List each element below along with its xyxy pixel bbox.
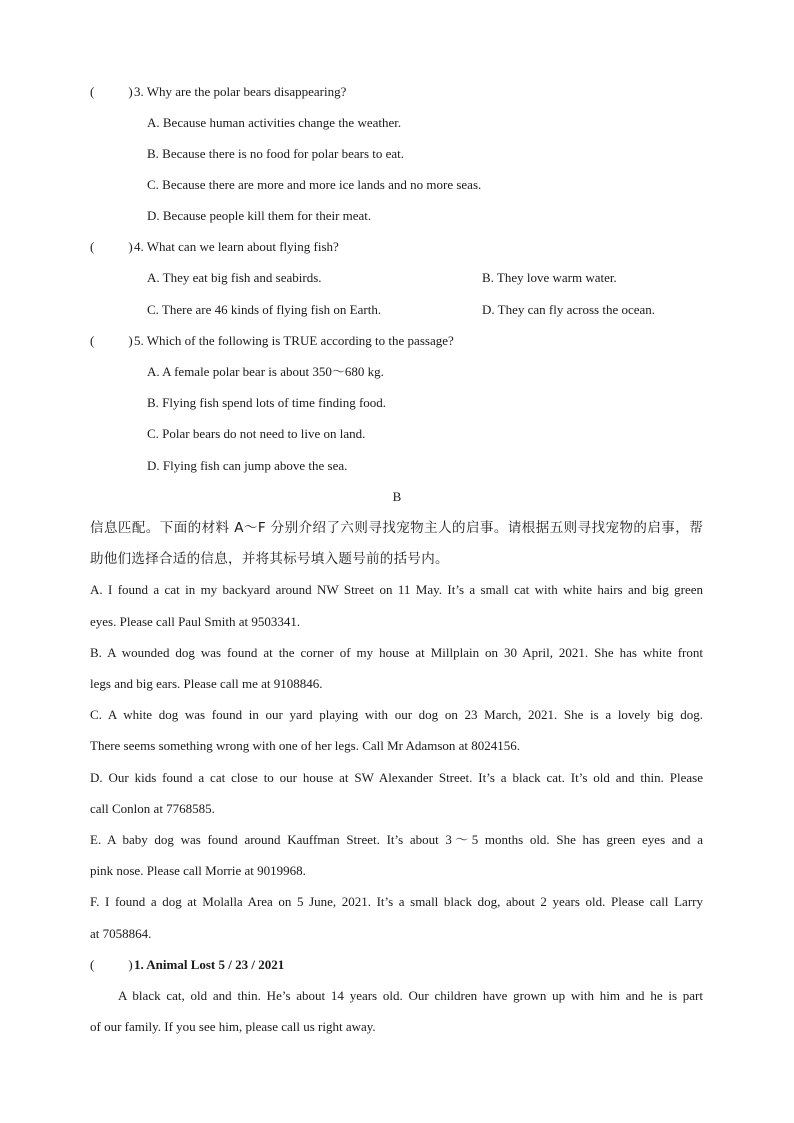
- notice-f-line-2: at 7058864.: [90, 926, 152, 941]
- question-stem: 3. Why are the polar bears disappearing?: [134, 84, 347, 99]
- option-a: A. A female polar bear is about 350～680 kg.: [147, 364, 384, 379]
- notice-e-line-1: E. A baby dog was found around Kauffman Street. It’s about 3～5 months old. She has green eyes and a: [90, 832, 703, 847]
- question-title: 1. Animal Lost 5 / 23 / 2021: [134, 957, 285, 972]
- notice-b-line-2: legs and big ears. Please call me at 9108846.: [90, 676, 323, 691]
- question-1: [90, 955, 284, 975]
- notice-b-line-1: B. A wounded dog was found at the corner of my house at Millplain on 30 April, 2021. She has white front: [90, 645, 703, 660]
- question-body-line-2: of our family. If you see him, please call us right away.: [90, 1019, 376, 1034]
- instructions-line-1: 信息匹配。下面的材料 A～F 分别介绍了六则寻找宠物主人的启事。请根据五则寻找宠物的启事，帮: [90, 520, 703, 536]
- instructions-line-2: 助他们选择合适的信息，并将其标号填入题号前的括号内。: [90, 551, 449, 567]
- question-3: [90, 82, 346, 102]
- option-c: C. There are 46 kinds of flying fish on Earth.: [147, 302, 382, 317]
- notice-a-line-1: A. I found a cat in my backyard around NW Street on 11 May. It’s a small cat with white hairs and big green: [90, 582, 703, 597]
- answer-bracket[interactable]: ( ): [90, 957, 133, 972]
- question-body-line-1: A black cat, old and thin. He’s about 14 years old. Our children have grown up with him and he is part: [118, 988, 703, 1003]
- answer-bracket[interactable]: ( ): [90, 84, 133, 99]
- option-d: D. They can fly across the ocean.: [482, 302, 656, 317]
- notice-d-line-2: call Conlon at 7768585.: [90, 801, 215, 816]
- section-heading: B: [392, 489, 402, 504]
- option-d: D. Flying fish can jump above the sea.: [147, 458, 348, 473]
- option-a: A. They eat big fish and seabirds.: [147, 270, 322, 285]
- notice-c-line-2: There seems something wrong with one of her legs. Call Mr Adamson at 8024156.: [90, 738, 521, 753]
- notice-c-line-1: C. A white dog was found in our yard playing with our dog on 23 March, 2021. She is a lovely big dog.: [90, 707, 703, 722]
- question-5: [90, 331, 454, 351]
- question-stem: 4. What can we learn about flying fish?: [134, 239, 339, 254]
- notice-f-line-1: F. I found a dog at Molalla Area on 5 June, 2021. It’s a small black dog, about 2 years old. Please call Larry: [90, 894, 703, 909]
- question-stem: 5. Which of the following is TRUE according to the passage?: [134, 333, 454, 348]
- option-c: C. Because there are more and more ice lands and no more seas.: [147, 177, 482, 192]
- notice-d-line-1: D. Our kids found a cat close to our house at SW Alexander Street. It’s a black cat. It’s old and thin. Please: [90, 770, 703, 785]
- option-b: B. They love warm water.: [482, 270, 617, 285]
- answer-bracket[interactable]: ( ): [90, 239, 133, 254]
- answer-bracket[interactable]: ( ): [90, 333, 133, 348]
- option-d: D. Because people kill them for their meat.: [147, 208, 372, 223]
- option-b: B. Because there is no food for polar bears to eat.: [147, 146, 405, 161]
- option-b: B. Flying fish spend lots of time finding food.: [147, 395, 387, 410]
- notice-a-line-2: eyes. Please call Paul Smith at 9503341.: [90, 614, 301, 629]
- question-4: [90, 237, 339, 257]
- option-a: A. Because human activities change the weather.: [147, 115, 402, 130]
- option-c: C. Polar bears do not need to live on land.: [147, 426, 366, 441]
- notice-e-line-2: pink nose. Please call Morrie at 9019968.: [90, 863, 306, 878]
